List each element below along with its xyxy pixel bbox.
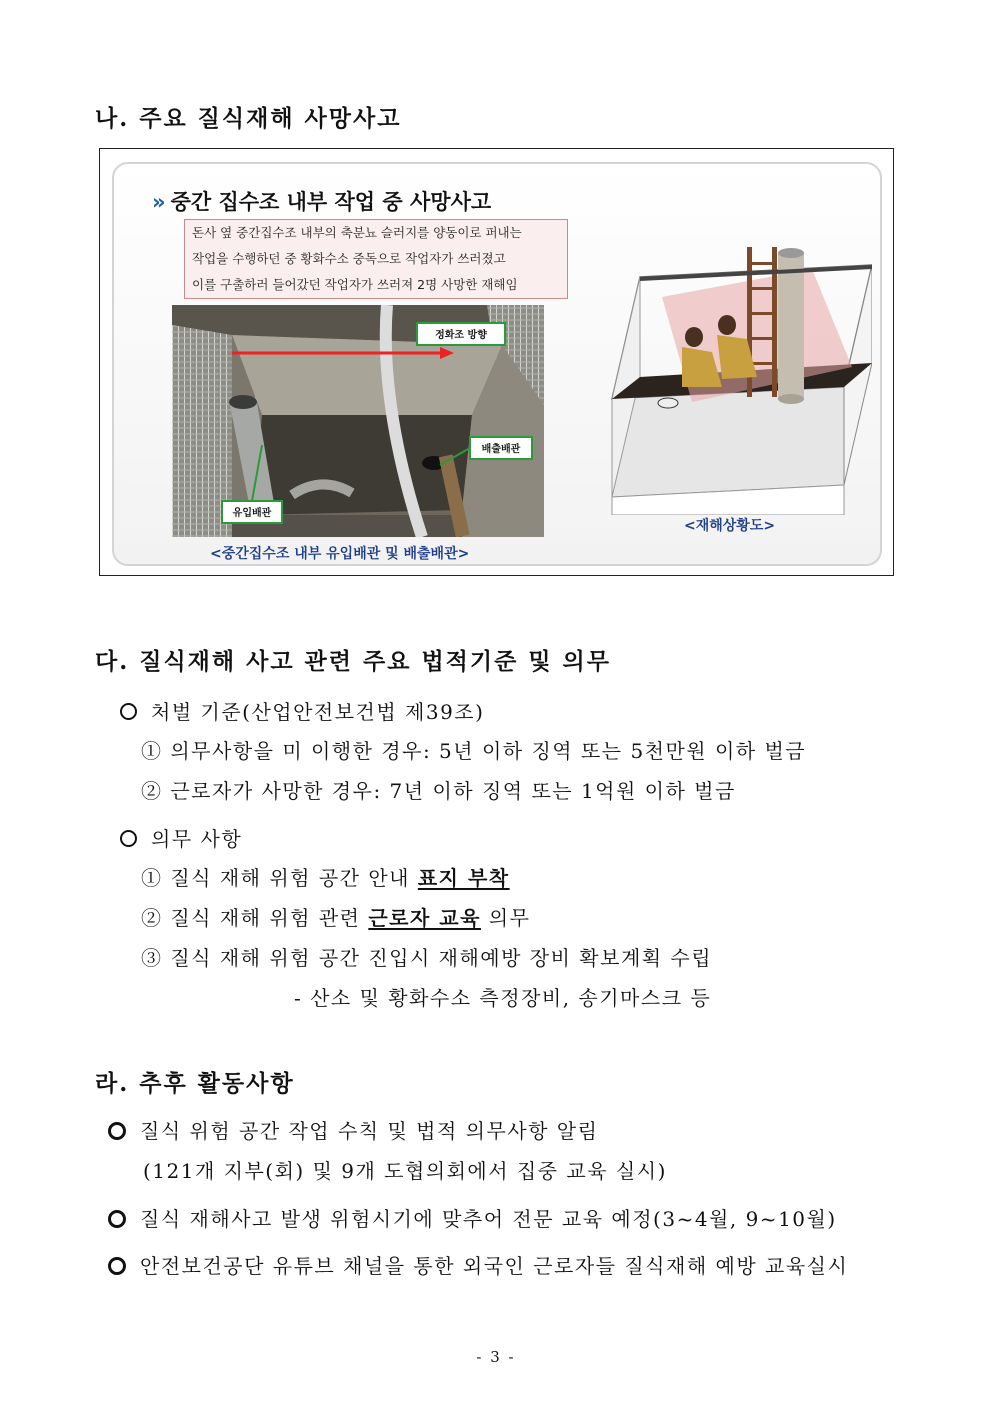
accident-illustration <box>582 227 872 515</box>
activity-item-text: 안전보건공단 유튜브 채널을 통한 외국인 근로자들 질식재해 예방 교육실시 <box>140 1254 849 1278</box>
activity-item-note: (121개 지부(회) 및 9개 도협의회에서 집중 교육 실시) <box>143 1159 667 1183</box>
activity-item <box>108 1203 837 1232</box>
tank-wall-top <box>232 335 502 415</box>
description-line: 작업을 수행하던 중 황화수소 중독으로 작업자가 쓰러졌고 <box>192 251 506 266</box>
penalty-item: ② 근로자가 사망한 경우: 7년 이하 징역 또는 1억원 이하 벌금 <box>141 779 736 803</box>
penalty-heading <box>120 696 484 725</box>
activity-item-text: 질식 재해사고 발생 위험시기에 맞추어 전문 교육 예정(3~4월, 9~10월) <box>140 1207 837 1231</box>
circle-bullet-icon <box>108 1210 126 1228</box>
section-da-title: 다. 질식재해 사고 관련 주요 법적기준 및 의무 <box>95 648 611 675</box>
penalty-item: ① 의무사항을 미 이행한 경우: 5년 이하 징역 또는 5천만원 이하 벌금 <box>141 739 807 763</box>
tank-front-wall <box>612 387 844 497</box>
duty-item: ③ 질식 재해 위험 공간 진입시 재해예방 장비 확보계획 수립 <box>141 946 713 970</box>
illustration-caption: <재해상황도> <box>684 518 776 534</box>
figure-title-text: 중간 집수조 내부 작업 중 사망사고 <box>170 190 492 214</box>
circle-bullet-icon <box>120 830 137 847</box>
duty-item-text: ② 질식 재해 위험 관련 <box>141 906 369 930</box>
page-number: - 3 - <box>476 1348 516 1366</box>
circle-bullet-icon <box>120 703 137 720</box>
section-ra-title: 라. 추후 활동사항 <box>95 1070 295 1097</box>
description-line: 돈사 옆 중간집수조 내부의 축분뇨 슬러지를 양동이로 퍼내는 <box>192 225 522 240</box>
circle-bullet-icon <box>108 1257 126 1275</box>
duty-item-text: 의무 <box>480 906 531 930</box>
chevron-icon: » <box>152 190 163 214</box>
accident-figure <box>99 148 894 576</box>
duty-heading <box>120 823 242 852</box>
figure-title <box>152 186 491 216</box>
tank-photo <box>172 305 544 537</box>
accident-description <box>184 219 568 299</box>
duty-subitem: - 산소 및 황화수소 측정장비, 송기마스크 등 <box>294 986 712 1010</box>
activity-item-text: 질식 위험 공간 작업 수칙 및 법적 의무사항 알림 <box>140 1119 599 1143</box>
duty-item-text: ① 질식 재해 위험 공간 안내 <box>141 866 418 890</box>
penalty-heading-text: 처벌 기준(산업안전보건법 제39조) <box>151 700 485 724</box>
direction-label: 정화조 방향 <box>435 330 487 341</box>
section-na-title: 나. 주요 질식재해 사망사고 <box>95 105 402 132</box>
activity-item <box>108 1250 848 1279</box>
photo-caption: <중간집수조 내부 유입배관 및 배출배관> <box>210 546 470 562</box>
duty-item-emphasis: 근로자 교육 <box>368 906 481 930</box>
duty-item <box>141 862 510 891</box>
outlet-label: 배출배관 <box>481 444 521 455</box>
inlet-label: 유입배관 <box>232 508 272 519</box>
circle-bullet-icon <box>108 1122 126 1140</box>
duty-item <box>141 902 530 931</box>
duty-heading-text: 의무 사항 <box>151 827 243 851</box>
activity-item <box>108 1115 598 1144</box>
figure-card <box>112 162 882 566</box>
description-line: 이를 구출하러 들어갔던 작업자가 쓰러져 2명 사망한 재해임 <box>192 277 518 292</box>
duty-item-emphasis: 표지 부착 <box>417 866 510 890</box>
